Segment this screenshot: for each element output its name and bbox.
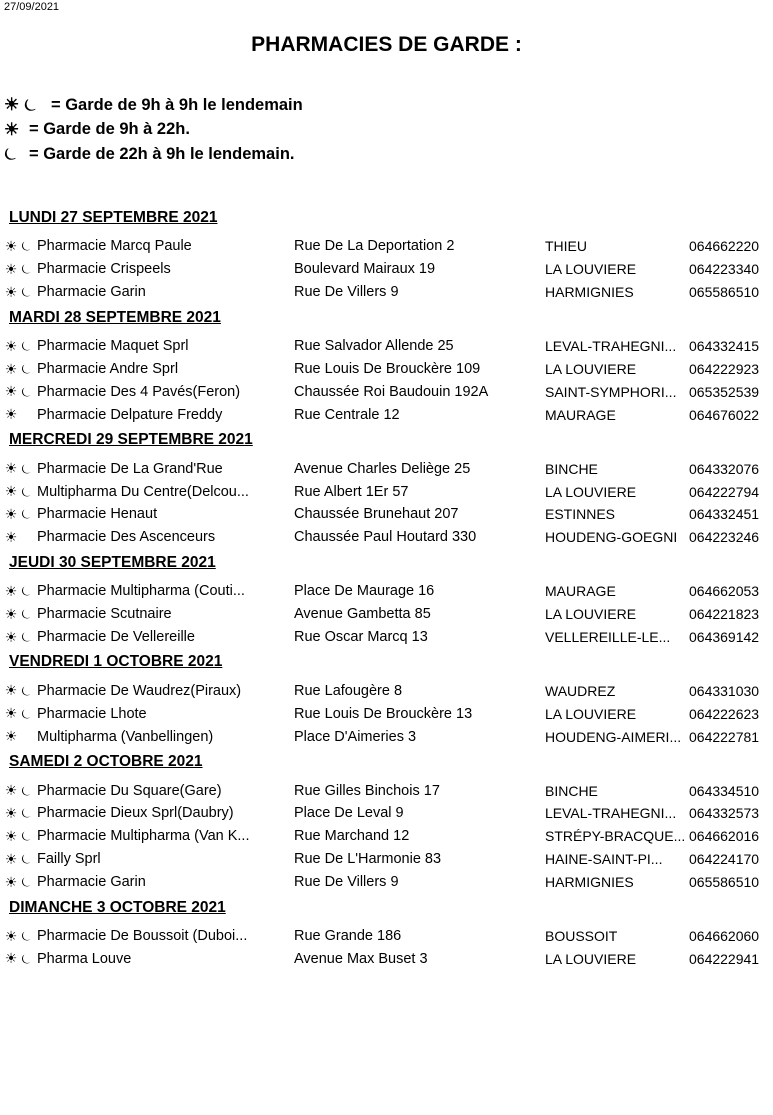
sun-icon: ☀: [4, 119, 20, 139]
pharmacy-phone: 064331030: [689, 682, 760, 699]
pharmacy-phone: 064222623: [689, 705, 760, 722]
pharmacy-name: Pharmacie Lhote: [37, 705, 147, 722]
day-title: MARDI 28 SEPTEMBRE 2021: [9, 308, 221, 326]
pharmacy-address: Boulevard Mairaux 19: [294, 261, 436, 278]
pharmacy-name: Pharmacie Du Square(Gare): [37, 782, 222, 799]
pharmacy-city: MAURAGE: [545, 406, 616, 423]
sun-icon: ☀: [4, 782, 18, 799]
moon-icon: ⏾: [21, 361, 32, 376]
sun-icon: ☀: [4, 406, 18, 423]
moon-icon: ⏾: [21, 682, 32, 698]
pharmacy-phone: 064222781: [689, 728, 760, 745]
pharmacy-phone: 065586510: [689, 284, 760, 301]
pharmacy-row: [0, 603, 773, 626]
day-section: [0, 751, 773, 893]
pharmacy-row: [0, 779, 773, 802]
pharmacy-phone: 064332451: [689, 506, 760, 523]
moon-icon: ⏾: [21, 383, 32, 399]
print-date: 27/09/2021: [4, 1, 60, 13]
day-title: LUNDI 27 SEPTEMBRE 2021: [9, 209, 218, 226]
pharmacy-row: [0, 335, 773, 358]
day-title: SAMEDI 2 OCTOBRE 2021: [9, 753, 203, 771]
pharmacy-name: Pharmacie De Waudrez(Piraux): [37, 682, 242, 699]
pharmacy-address: Rue Louis De Brouckère 109: [294, 361, 481, 377]
moon-icon: ⏾: [21, 851, 32, 867]
moon-icon: ⏾: [21, 483, 32, 499]
sun-icon: ☀: [4, 705, 18, 722]
pharmacy-phone: 064334510: [689, 782, 760, 799]
legend-text: = Garde de 9h à 22h.: [29, 120, 190, 139]
moon-icon: ⏾: [21, 950, 32, 966]
pharmacy-name: Pharmacie De Boussoit (Duboi...: [37, 928, 248, 945]
pharmacy-address: Rue Centrale 12: [294, 406, 400, 423]
pharmacy-row: [0, 526, 773, 549]
day-title: MERCREDI 29 SEPTEMBRE 2021: [9, 431, 253, 449]
pharmacy-name: Failly Sprl: [37, 851, 101, 868]
pharmacy-phone: 064332415: [689, 338, 760, 355]
moon-icon: ⏾: [21, 583, 32, 599]
pharmacy-phone: 064223246: [689, 529, 760, 546]
pharmacy-address: Rue Louis De Brouckère 13: [294, 705, 473, 722]
sun-icon: ☀: [4, 360, 18, 377]
moon-icon: ⏾: [21, 338, 32, 354]
pharmacy-row: [0, 480, 773, 503]
pharmacy-city: LEVAL-TRAHEGNI...: [545, 805, 677, 822]
pharmacy-name: Multipharma (Vanbellingen): [37, 728, 214, 745]
sun-icon: ☀: [4, 95, 20, 115]
moon-icon: ⏾: [21, 261, 32, 277]
pharmacy-name: Pharmacie Delpature Freddy: [37, 406, 223, 423]
pharmacy-address: Place De Maurage 16: [294, 583, 435, 600]
pharmacy-address: Chaussée Paul Houtard 330: [294, 529, 477, 546]
legend-item-night: [4, 142, 303, 167]
pharmacy-address: Rue Lafougère 8: [294, 682, 403, 699]
pharmacy-address: Rue De Villers 9: [294, 284, 399, 301]
pharmacy-row: [0, 503, 773, 526]
pharmacy-name: Multipharma Du Centre(Delcou...: [37, 483, 249, 500]
day-section: [0, 429, 773, 549]
pharmacy-phone: 064223340: [689, 261, 760, 278]
pharmacy-row: [0, 947, 773, 970]
pharmacy-city: HOUDENG-GOEGNI: [545, 529, 678, 546]
moon-icon: ⏾: [21, 782, 32, 798]
legend-text: = Garde de 22h à 9h le lendemain.: [29, 144, 295, 163]
page-title: PHARMACIES DE GARDE :: [251, 33, 522, 56]
pharmacy-address: Avenue Max Buset 3: [294, 950, 428, 967]
sun-icon: ☀: [4, 337, 18, 354]
sun-icon: ☀: [4, 927, 18, 944]
legend: [4, 93, 303, 167]
pharmacy-phone: 064662060: [689, 928, 760, 945]
moon-icon: ⏾: [21, 238, 32, 254]
sun-icon: ☀: [4, 728, 18, 745]
legend-item-day-night: [4, 93, 303, 118]
moon-icon: ⏾: [21, 828, 32, 844]
sun-icon: ☀: [4, 873, 18, 890]
moon-icon: ⏾: [21, 506, 32, 522]
pharmacy-row: [0, 380, 773, 403]
pharmacy-address: Rue Oscar Marcq 13: [294, 629, 428, 646]
pharmacy-row: [0, 235, 773, 258]
pharmacy-row: [0, 825, 773, 848]
pharmacy-address: Rue Grande 186: [294, 928, 402, 945]
pharmacy-city: LEVAL-TRAHEGNI...: [545, 338, 677, 355]
pharmacy-phone: 064332573: [689, 805, 760, 822]
moon-icon: ⏾: [4, 145, 17, 163]
day-section: [0, 897, 773, 971]
sun-icon: ☀: [4, 460, 18, 477]
pharmacy-city: LA LOUVIERE: [545, 361, 637, 377]
sun-icon: ☀: [4, 950, 18, 967]
pharmacy-name: Pharmacie Crispeels: [37, 261, 171, 278]
moon-icon: ⏾: [21, 928, 32, 944]
pharmacy-name: Pharmacie Multipharma (Van K...: [37, 828, 250, 845]
pharmacy-city: MAURAGE: [545, 583, 616, 600]
pharmacy-row: [0, 802, 773, 825]
sun-icon: ☀: [4, 260, 18, 277]
sun-icon: ☀: [4, 582, 18, 599]
pharmacy-name: Pharmacie Des 4 Pavés(Feron): [37, 383, 241, 400]
pharmacy-phone: 064662053: [689, 583, 760, 600]
pharmacy-phone: 064222923: [689, 361, 760, 377]
pharmacy-address: Chaussée Roi Baudouin 192A: [294, 383, 489, 400]
pharmacy-name: Pharmacie De La Grand'Rue: [37, 460, 223, 477]
day-section: [0, 307, 773, 427]
pharmacy-address: Rue Marchand 12: [294, 828, 410, 845]
pharmacy-address: Rue De Villers 9: [294, 874, 399, 891]
pharmacy-name: Pharmacie Andre Sprl: [37, 361, 179, 377]
pharmacy-city: BINCHE: [545, 782, 598, 799]
pharmacy-address: Avenue Gambetta 85: [294, 606, 431, 623]
pharmacy-row: [0, 626, 773, 649]
sun-icon: ☀: [4, 505, 18, 522]
pharmacy-address: Place De Leval 9: [294, 805, 404, 822]
sun-icon: ☀: [4, 850, 18, 867]
moon-icon: ⏾: [21, 606, 32, 622]
pharmacy-address: Rue De L'Harmonie 83: [294, 851, 442, 868]
pharmacy-phone: 064222941: [689, 950, 760, 967]
pharmacy-city: WAUDREZ: [545, 682, 616, 699]
pharmacy-city: HARMIGNIES: [545, 284, 634, 301]
pharmacy-city: HOUDENG-AIMERI...: [545, 728, 682, 745]
pharmacy-row: [0, 258, 773, 281]
day-section: [0, 651, 773, 748]
pharmacy-name: Pharmacie Dieux Sprl(Daubry): [37, 805, 234, 822]
legend-text: = Garde de 9h à 9h le lendemain: [51, 95, 303, 114]
day-title: DIMANCHE 3 OCTOBRE 2021: [9, 898, 226, 916]
pharmacy-row: [0, 702, 773, 725]
pharmacy-row: [0, 580, 773, 603]
pharmacy-city: SAINT-SYMPHORI...: [545, 383, 677, 400]
pharmacy-city: ESTINNES: [545, 506, 616, 523]
pharmacy-address: Rue De La Deportation 2: [294, 238, 455, 255]
sun-icon: ☀: [4, 804, 18, 821]
pharmacy-row: [0, 679, 773, 702]
pharmacy-row: [0, 358, 773, 381]
pharmacy-city: LA LOUVIERE: [545, 261, 637, 278]
pharmacy-row: [0, 848, 773, 871]
pharmacy-address: Rue Gilles Binchois 17: [294, 782, 440, 799]
pharmacy-city: LA LOUVIERE: [545, 483, 637, 500]
pharmacy-phone: 064369142: [689, 629, 760, 646]
pharmacy-row: [0, 725, 773, 748]
pharmacy-city: THIEU: [545, 238, 587, 255]
day-title: VENDREDI 1 OCTOBRE 2021: [9, 653, 223, 671]
pharmacy-row: [0, 925, 773, 948]
pharmacy-address: Place D'Aimeries 3: [294, 728, 417, 745]
pharmacy-name: Pharmacie Henaut: [37, 506, 158, 523]
pharmacy-name: Pharma Louve: [37, 950, 132, 967]
pharmacy-name: Pharmacie Multipharma (Couti...: [37, 583, 245, 600]
day-section: [0, 552, 773, 649]
pharmacy-city: BINCHE: [545, 460, 598, 477]
pharmacy-address: Chaussée Brunehaut 207: [294, 506, 459, 523]
pharmacy-phone: 064662016: [689, 828, 760, 845]
pharmacy-phone: 064662220: [689, 238, 760, 255]
pharmacy-phone: 065586510: [689, 874, 760, 891]
moon-icon: ⏾: [21, 460, 32, 476]
sun-icon: ☀: [4, 383, 18, 400]
pharmacy-name: Pharmacie Maquet Sprl: [37, 338, 189, 355]
moon-icon: ⏾: [23, 97, 37, 115]
sun-icon: ☀: [4, 682, 18, 699]
sun-icon: ☀: [4, 827, 18, 844]
pharmacy-schedule: [0, 207, 773, 973]
pharmacy-city: HAINE-SAINT-PI...: [545, 851, 663, 868]
pharmacy-row: [0, 871, 773, 894]
pharmacy-phone: 064221823: [689, 606, 760, 623]
pharmacy-city: LA LOUVIERE: [545, 606, 637, 623]
moon-icon: ⏾: [21, 805, 32, 821]
moon-icon: ⏾: [21, 705, 32, 721]
day-title: JEUDI 30 SEPTEMBRE 2021: [9, 553, 216, 571]
pharmacy-address: Avenue Charles Deliège 25: [294, 460, 471, 477]
pharmacy-city: STRÉPY-BRACQUE...: [545, 828, 686, 845]
sun-icon: ☀: [4, 605, 18, 622]
legend-item-day: [4, 118, 303, 143]
pharmacy-name: Pharmacie Garin: [37, 284, 146, 301]
moon-icon: ⏾: [21, 874, 32, 890]
sun-icon: ☀: [4, 483, 18, 500]
pharmacy-address: Rue Salvador Allende 25: [294, 338, 454, 355]
pharmacy-name: Pharmacie Des Ascenceurs: [37, 529, 216, 546]
pharmacy-row: [0, 457, 773, 480]
sun-icon: ☀: [4, 528, 18, 545]
pharmacy-phone: 064332076: [689, 460, 760, 477]
day-section: [0, 207, 773, 304]
sun-icon: ☀: [4, 628, 18, 645]
sun-icon: ☀: [4, 283, 18, 300]
pharmacy-city: LA LOUVIERE: [545, 705, 637, 722]
pharmacy-row: [0, 281, 773, 304]
pharmacy-phone: 064676022: [689, 406, 760, 423]
pharmacy-address: Rue Albert 1Er 57: [294, 483, 409, 500]
pharmacy-name: Pharmacie De Vellereille: [37, 629, 195, 646]
sun-icon: ☀: [4, 237, 18, 254]
pharmacy-name: Pharmacie Garin: [37, 874, 146, 891]
pharmacy-city: BOUSSOIT: [545, 928, 618, 945]
pharmacy-city: LA LOUVIERE: [545, 950, 637, 967]
moon-icon: ⏾: [21, 284, 32, 300]
pharmacy-row: [0, 403, 773, 426]
pharmacy-name: Pharmacie Scutnaire: [37, 606, 172, 623]
pharmacy-city: VELLEREILLE-LE...: [545, 629, 671, 646]
moon-icon: ⏾: [21, 629, 32, 645]
pharmacy-phone: 064222794: [689, 483, 760, 500]
pharmacy-city: HARMIGNIES: [545, 874, 634, 891]
pharmacy-phone: 064224170: [689, 851, 760, 868]
pharmacy-phone: 065352539: [689, 383, 760, 400]
pharmacy-name: Pharmacie Marcq Paule: [37, 238, 192, 255]
